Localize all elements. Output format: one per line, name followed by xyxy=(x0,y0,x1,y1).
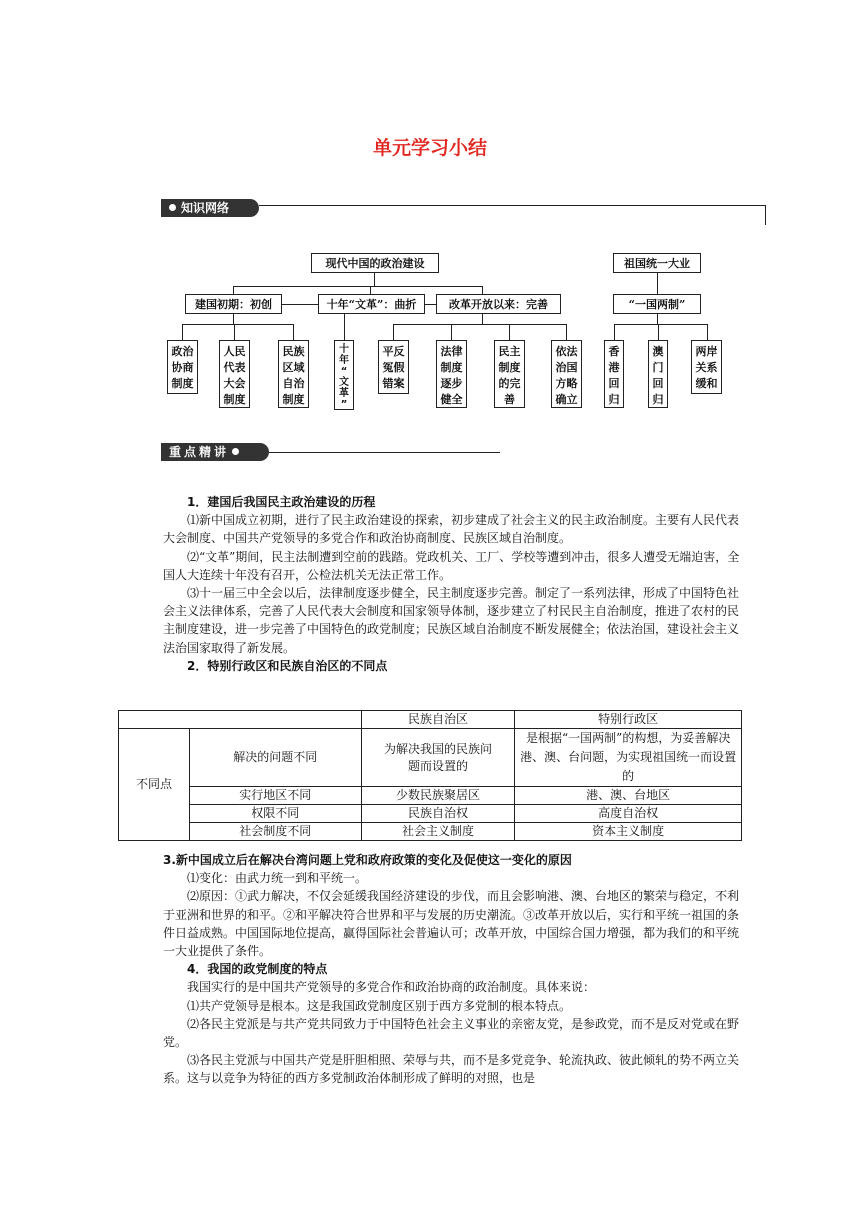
paragraph: ⑴新中国成立初期，进行了民主政治建设的探索，初步建成了社会主义的民主政治制度。主要有人民代表大会制度、中国共产党领导的多党合作和政治协商制度、民族区域自治制度。 xyxy=(163,513,740,546)
connector xyxy=(566,324,567,340)
table-cell: 为解决我国的民族问题而设置的 xyxy=(361,729,515,787)
section-label: 重点精讲 xyxy=(169,445,230,459)
heading-taiwan-policy: 3.新中国成立后在解决台湾问题上党和政府政策的变化及促使这一变化的原因 xyxy=(163,853,572,867)
table-cell: 高度自治权 xyxy=(515,805,742,823)
connector xyxy=(393,324,566,325)
table-cell: 港、澳、台地区 xyxy=(515,787,742,805)
diagram-leaf-redress-cases: 平反 冤假 错案 xyxy=(378,340,409,394)
connector xyxy=(233,314,234,324)
paragraph: ⑶十一届三中全会以后，法律制度逐步健全，民主制度逐步完善。制定了一系列法律，形成了中国特色社会主义法律体系，完善了人民代表大会制度和国家领导体制，逐步建立了村民民主自治制度，推进了农村的民主制度建设，进一步完善了中国特色的政党制度；民族区域自治制度不断发展健全；依法治国，建设社会主义法治国家取得了新发展。 xyxy=(163,586,740,655)
connector xyxy=(233,286,482,287)
body-section-1 xyxy=(163,493,743,675)
diagram-leaf-regional-autonomy: 民族 区域 自治 制度 xyxy=(278,340,309,408)
diagram-stage-reform: 改革开放以来：完善 xyxy=(436,294,561,314)
table-cell: 资本主义制度 xyxy=(515,823,742,841)
paragraph: ⑵各民主党派是与共产党共同致力于中国特色社会主义事业的亲密友党，是参政党，而不是反对党或在野党。 xyxy=(163,1016,740,1050)
diagram-leaf-democracy: 民主 制度 的完 善 xyxy=(494,340,525,408)
diagram-leaf-hongkong: 香 港 回 归 xyxy=(604,340,624,408)
section-label: 知识网络 xyxy=(181,201,230,215)
page-title: 单元学习小结 xyxy=(372,137,487,159)
header-rule xyxy=(269,452,500,453)
connector xyxy=(182,324,293,325)
row-group-label: 不同点 xyxy=(119,729,190,841)
arrow-line xyxy=(282,304,318,305)
connector xyxy=(707,324,708,340)
paragraph: 我国实行的是中国共产党领导的多党合作和政治协商的政治制度。具体来说： xyxy=(187,980,596,995)
connector xyxy=(658,324,659,340)
paragraph: ⑵“文革”期间，民主法制遭到空前的践踏。党政机关、工厂、学校等遭到冲击，很多人遭受无端迫害，全国人大连续十年没有召开，公检法机关无法正常工作。 xyxy=(163,549,740,582)
connector xyxy=(509,324,510,340)
body-section-2 xyxy=(163,851,743,1088)
diagram-policy-node: “一国两制” xyxy=(613,294,701,314)
table-row xyxy=(119,787,742,805)
table-cell: 社会制度不同 xyxy=(189,823,361,841)
comparison-table xyxy=(118,710,742,841)
table-cell: 实行地区不同 xyxy=(189,787,361,805)
diagram-leaf-peoples-congress: 人民 代表 大会 制度 xyxy=(219,340,250,408)
connector xyxy=(614,324,615,340)
table-header-row xyxy=(119,711,742,729)
section-header-knowledge-network xyxy=(161,199,259,217)
connector xyxy=(234,324,235,340)
table-row xyxy=(119,729,742,787)
paragraph: ⑴变化：由武力统一到和平统一。 xyxy=(187,871,368,886)
diagram-leaf-political-consultation: 政治 协商 制度 xyxy=(167,340,198,394)
connector xyxy=(393,324,394,340)
table-cell: 少数民族聚居区 xyxy=(361,787,515,805)
diagram-root-node: 现代中国的政治建设 xyxy=(311,253,439,273)
connector xyxy=(233,286,234,294)
connector xyxy=(451,324,452,340)
diagram-leaf-macau: 澳 门 回 归 xyxy=(648,340,668,408)
paragraph: ⑶各民主党派与中国共产党是肝胆相照、荣辱与共，而不是多党竞争、轮流执政、彼此倾轧的势不两立关系。这与以竞争为特征的西方多党制政治体制形成了鲜明的对照，也是 xyxy=(163,1053,740,1086)
table-cell: 民族自治权 xyxy=(361,805,515,823)
section-header-key-points xyxy=(161,443,269,461)
table-cell: 社会主义制度 xyxy=(361,823,515,841)
column-header: 特别行政区 xyxy=(515,711,742,729)
paragraph: ⑵原因：①武力解决，不仅会延缓我国经济建设的步伐，而且会影响港、澳、台地区的繁荣与稳定，不利于亚洲和世界的和平。②和平解决符合世界和平与发展的历史潮流。③改革开放以后，实行和平统一祖国的条件日益成熟。中国国际地位提高，赢得国际社会普遍认可；改革开放，中国综合国力增强，都为我们的和平统一大业提供了条件。 xyxy=(163,889,740,959)
connector xyxy=(293,324,294,340)
header-rule xyxy=(259,205,765,206)
heading-party-system: 4．我国的政党制度的特点 xyxy=(187,962,328,977)
table-cell: 解决的问题不同 xyxy=(189,729,361,787)
heading-comparison: 2．特别行政区和民族自治区的不同点 xyxy=(187,658,388,673)
connector xyxy=(344,314,345,340)
diagram-stage-founding: 建国初期：初创 xyxy=(185,294,282,314)
heading-democracy-history: 1．建国后我国民主政治建设的历程 xyxy=(187,495,376,509)
arrow-line xyxy=(425,304,436,305)
connector xyxy=(370,286,371,294)
connector xyxy=(482,314,483,324)
table-row xyxy=(119,805,742,823)
connector xyxy=(374,273,375,286)
connector xyxy=(657,273,658,294)
diagram-stage-cultural-revolution: 十年“文革”：曲折 xyxy=(318,294,425,314)
connector xyxy=(182,324,183,340)
paragraph: ⑴共产党领导是根本。这是我国政党制度区别于西方多党制的根本特点。 xyxy=(187,998,572,1013)
bullet-dot-icon xyxy=(169,204,176,211)
connector xyxy=(614,324,707,325)
table-row xyxy=(119,823,742,841)
bullet-dot-icon xyxy=(232,448,239,455)
column-header: 民族自治区 xyxy=(361,711,515,729)
diagram-leaf-legal-system: 法律 制度 逐步 健全 xyxy=(436,340,467,408)
connector xyxy=(657,314,658,324)
table-cell: 权限不同 xyxy=(189,805,361,823)
header-rule-end xyxy=(765,205,766,225)
diagram-leaf-ten-years: 十 年 “ 文 革 ” xyxy=(334,340,354,410)
connector xyxy=(482,286,483,294)
diagram-leaf-rule-of-law: 依法 治国 方略 确立 xyxy=(551,340,582,408)
diagram-root-reunification: 祖国统一大业 xyxy=(613,253,701,273)
table-cell: 是根据“一国两制”的构想，为妥善解决港、澳、台问题，为实现祖国统一而设置的 xyxy=(515,729,742,787)
diagram-leaf-cross-strait: 两岸 关系 缓和 xyxy=(691,340,722,394)
